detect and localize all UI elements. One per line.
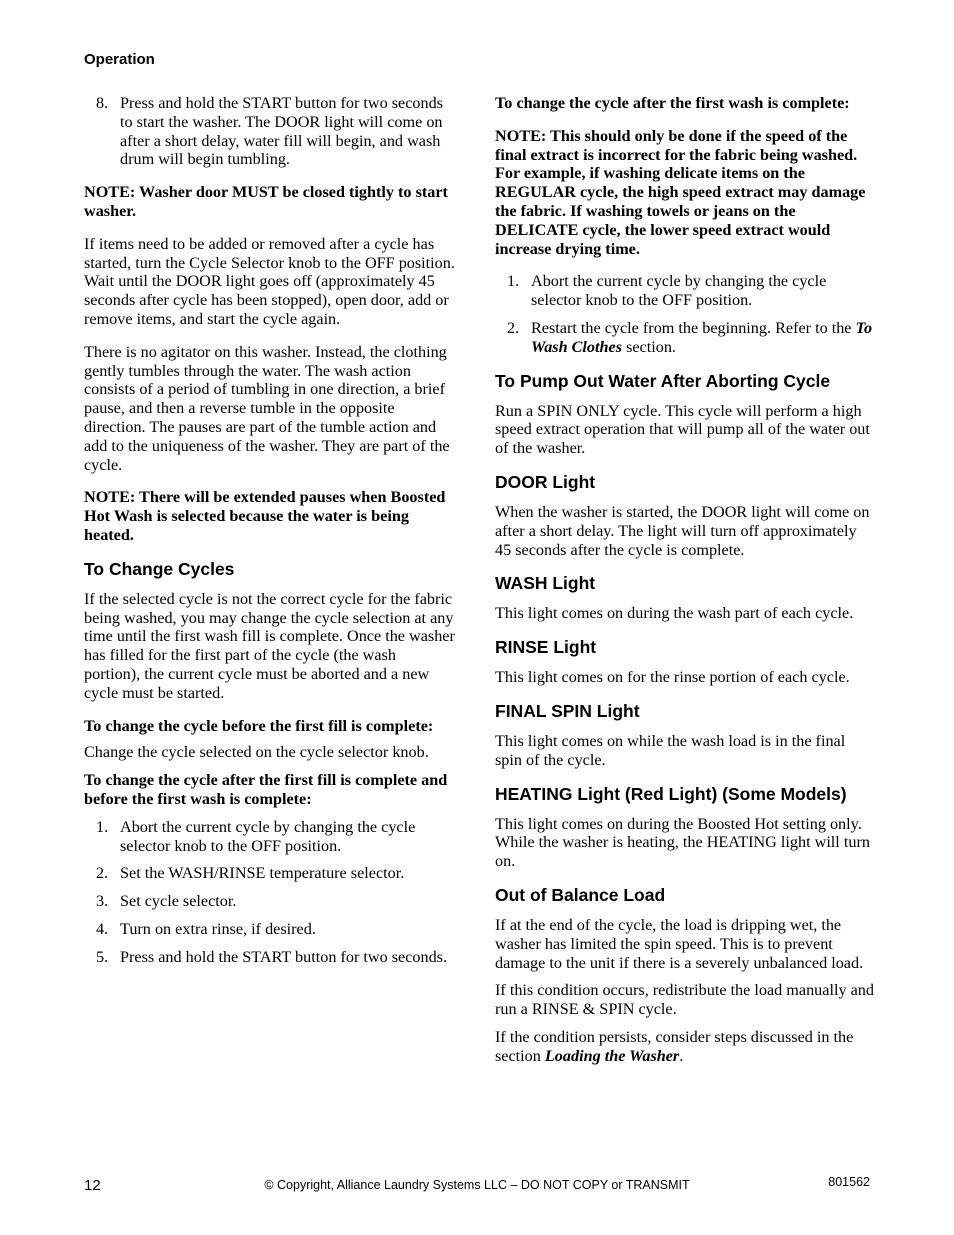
- step-text: Set the WASH/RINSE temperature selector.: [120, 864, 405, 883]
- heading-out-of-balance: Out of Balance Load: [495, 884, 666, 905]
- heading-rinse-light: RINSE Light: [495, 637, 597, 658]
- paragraph-out-of-balance-3: [495, 1028, 875, 1066]
- step-text: Turn on extra rinse, if desired.: [120, 919, 316, 938]
- subheading-after-wash: To change the cycle after the first wash is complete:: [495, 94, 850, 112]
- step-number: 2.: [507, 318, 520, 337]
- page-number: 12: [84, 1177, 101, 1194]
- heading-wash-light: WASH Light: [495, 573, 596, 594]
- document-number: 801562: [828, 1175, 870, 1189]
- step-number: 1.: [96, 817, 109, 836]
- step-text: section.: [626, 337, 676, 356]
- paragraph-rinse-light: This light comes on for the rinse portion of each cycle.: [495, 668, 850, 687]
- section-label: Operation: [84, 51, 155, 68]
- section-reference-link[interactable]: Loading the Washer: [544, 1046, 680, 1065]
- paragraph-pump-out-water: Run a SPIN ONLY cycle. This cycle will perform a high speed extract operation that will pump all of the water out of the washer.: [495, 401, 870, 458]
- right-column: [495, 94, 875, 1080]
- subheading-after-fill: To change the cycle after the first fill is complete and before the first wash is complete:: [84, 771, 448, 808]
- step-number: 2.: [96, 864, 109, 883]
- step-text: Abort the current cycle by changing the cycle selector knob to the OFF position.: [531, 272, 827, 310]
- list-item: [84, 948, 456, 967]
- paragraph-heating-light: This light comes on during the Boosted Hot setting only. While the washer is heating, the HEATING light will turn on.: [495, 814, 870, 871]
- restart-step-list: [495, 272, 875, 356]
- subheading-before-fill: To change the cycle before the first fill is complete:: [84, 716, 434, 735]
- step-text: Press and hold the START button for two seconds to start the washer. The DOOR light will come on after a short delay, water fill will begin, and wash drum will begin tumbling.: [120, 94, 443, 169]
- note-door-closed: NOTE: Washer door MUST be closed tightly to start washer.: [84, 183, 448, 220]
- list-item: [84, 94, 456, 169]
- heading-door-light: DOOR Light: [495, 471, 596, 492]
- list-item: [495, 319, 875, 357]
- left-column: [84, 94, 456, 980]
- step-text: Restart the cycle from the beginning. Refer to the: [531, 318, 852, 337]
- start-step-list: [84, 94, 456, 169]
- section-reference-link[interactable]: To Wash Clothes: [531, 318, 873, 356]
- note-final-extract-speed: NOTE: This should only be done if the speed of the final extract is incorrect for the fabric being washed. For example, if washing delicate items on the REGULAR cycle, the high speed extract may damage the fabric. If washing towels or jeans on the DELICATE cycle, the lower speed extract would increase drying time.: [495, 126, 866, 258]
- list-item: [84, 920, 456, 939]
- paragraph-before-fill: Change the cycle selected on the cycle selector knob.: [84, 743, 429, 762]
- step-text: Press and hold the START button for two seconds.: [120, 947, 448, 966]
- paragraph-final-spin-light: This light comes on while the wash load is in the final spin of the cycle.: [495, 731, 846, 769]
- list-item: [84, 818, 456, 856]
- step-number: 5.: [96, 947, 109, 966]
- step-number: 3.: [96, 892, 109, 911]
- heading-final-spin-light: FINAL SPIN Light: [495, 700, 640, 721]
- list-item: [84, 864, 456, 883]
- step-text: Set cycle selector.: [120, 892, 237, 911]
- step-number: 1.: [507, 272, 520, 291]
- heading-heating-light: HEATING Light (Red Light) (Some Models): [495, 783, 847, 804]
- list-item: [495, 272, 875, 310]
- paragraph-out-of-balance-2: If this condition occurs, redistribute the load manually and run a RINSE & SPIN cycle.: [495, 981, 874, 1019]
- paragraph-text: If the condition persists, consider steps discussed in the section: [495, 1027, 854, 1065]
- heading-pump-out-water: To Pump Out Water After Aborting Cycle: [495, 370, 831, 391]
- step-number: 4.: [96, 919, 109, 938]
- paragraph-door-light: When the washer is started, the DOOR light will come on after a short delay. The light will turn off approximately 45 seconds after the cycle is complete.: [495, 502, 870, 559]
- paragraph-change-cycles: If the selected cycle is not the correct cycle for the fabric being washed, you may change the cycle selection at any time until the first wash fill is complete. Once the washer has filled for the first part of the cycle (the wash portion), the current cycle must be aborted and a new cycle must be started.: [84, 589, 455, 702]
- list-item: [84, 892, 456, 911]
- step-number: 8.: [96, 94, 109, 112]
- copyright-notice: © Copyright, Alliance Laundry Systems LLC – DO NOT COPY or TRANSMIT: [264, 1178, 690, 1192]
- note-extended-pauses: NOTE: There will be extended pauses when Boosted Hot Wash is selected because the water is being heated.: [84, 488, 446, 544]
- paragraph-out-of-balance-1: If at the end of the cycle, the load is dripping wet, the washer has limited the spin speed. This is to prevent damage to the unit if there is a severely unbalanced load.: [495, 915, 864, 972]
- paragraph-agitator: There is no agitator on this washer. Instead, the clothing gently tumbles through the water. The wash action consists of a period of tumbling in one direction, a brief pause, and then a reverse tumble in the opposite direction. The pauses are part of the tumble action and add to the uniqueness of the washer. They are part of the cycle.: [84, 342, 450, 474]
- heading-change-cycles: To Change Cycles: [84, 558, 235, 579]
- paragraph-text: .: [679, 1046, 684, 1065]
- paragraph-wash-light: This light comes on during the wash part of each cycle.: [495, 604, 854, 623]
- paragraph-add-remove-items: If items need to be added or removed after a cycle has started, turn the Cycle Selector knob to the OFF position. Wait until the DOOR light goes off (approximately 45 seconds after cycle has been stopped), open door, add or remove items, and start the cycle again.: [84, 234, 455, 328]
- change-cycle-step-list: [84, 818, 456, 967]
- step-text: Abort the current cycle by changing the cycle selector knob to the OFF position.: [120, 817, 416, 855]
